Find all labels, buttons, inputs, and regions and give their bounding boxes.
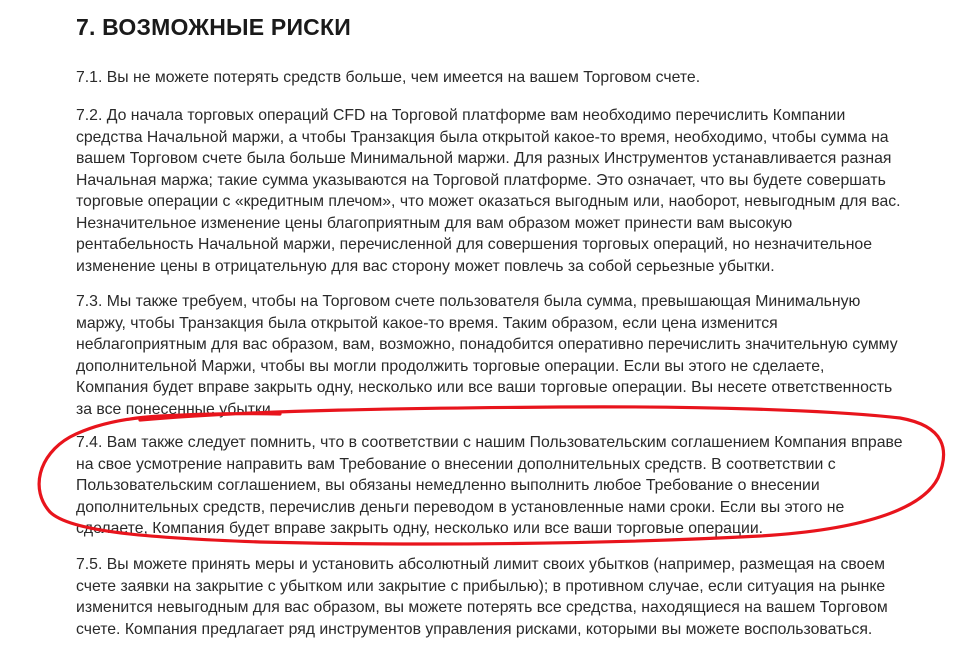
paragraph-line: на свое усмотрение направить вам Требование о внесении дополнительных средств. В соответствии с <box>76 455 836 473</box>
paragraph-line: рентабельность Начальной маржи, перечисленной для совершения торговых операций, но незначительное <box>76 236 872 253</box>
paragraph-7-2 <box>76 105 936 277</box>
paragraph-line: средства Начальной маржи, а чтобы Транзакция была открытой какое-то время, необходимо, чтобы сумма на <box>76 128 889 146</box>
paragraph-line: Незначительное изменение цены благоприятным для вам образом может принести вам высокую <box>76 214 793 232</box>
paragraph-line: 7.5. Вы можете принять меры и установить абсолютный лимит своих убытков (например, размещая на своем <box>76 556 886 573</box>
paragraph-line: Компания будет вправе закрыть одну, несколько или все ваши торговые операции. Вы несете ответственность <box>76 379 893 396</box>
paragraph-7-4 <box>76 432 936 540</box>
paragraph-line: Пользовательским соглашением, вы обязаны немедленно выполнить любое Требование о внесении <box>76 477 820 494</box>
paragraph-line: счете заявки на закрытие с убытком или закрытие с прибылью); в противном случае, если ситуация на рынке <box>76 577 886 595</box>
section-heading: 7. ВОЗМОЖНЫЕ РИСКИ <box>76 14 351 40</box>
paragraph-line: маржу, чтобы Транзакция была открытой какое-то время. Таким образом, если цена изменится <box>76 314 778 332</box>
paragraph-7-5 <box>76 554 936 640</box>
paragraph-line: изменение цены в отрицательную для вас сторону может повлечь за собой серьезные убытки. <box>76 257 775 275</box>
paragraph-line: 7.4. Вам также следует помнить, что в соответствии с нашим Пользовательским соглашением Компания вправе <box>76 434 903 451</box>
paragraph-line: за все понесенные убытки. <box>76 400 276 418</box>
paragraph-7-1 <box>76 67 936 89</box>
paragraph-line: изменится невыгодным для вас образом, вы можете потерять все средства, находящиеся на вашем Торговом <box>76 599 888 616</box>
paragraph-line: дополнительной Маржи, чтобы вы могли продолжить торговые операции. Если вы этого не сделаете, <box>76 357 825 375</box>
paragraph-line: неблагоприятным для вас образом, вам, возможно, понадобится оперативно перечислить значительную сумму <box>76 336 898 353</box>
paragraph-line: сделаете, Компания будет вправе закрыть одну, несколько или все ваши торговые операции. <box>76 520 764 537</box>
paragraph-line: счете. Компания предлагает ряд инструментов управления рисками, которыми вы можете воспользоваться. <box>76 620 873 638</box>
paragraph-line: дополнительных средств, перечислив деньги переводом в установленные нами сроки. Если вы этого не <box>76 498 845 516</box>
paragraph-line: торговые операции с «кредитным плечом», что может оказаться выгодным или, наоборот, невыгодным для вас. <box>76 193 901 210</box>
paragraph-line: вашем Торговом счете была больше Минимальной маржи. Для разных Инструментов устанавливается разная <box>76 150 892 167</box>
paragraph-line: 7.1. Вы не можете потерять средств больше, чем имеется на вашем Торговом счете. <box>76 69 701 86</box>
paragraph-line: Начальная маржа; такие сумма указываются на Торговой платформе. Это означает, что вы будете совершать <box>76 171 886 189</box>
paragraph-line: 7.3. Мы также требуем, чтобы на Торговом счете пользователя была сумма, превышающая Минимальную <box>76 293 861 310</box>
paragraph-7-3 <box>76 291 936 420</box>
paragraph-line: 7.2. До начала торговых операций CFD на Торговой платформе вам необходимо перечислить Компании <box>76 107 846 124</box>
